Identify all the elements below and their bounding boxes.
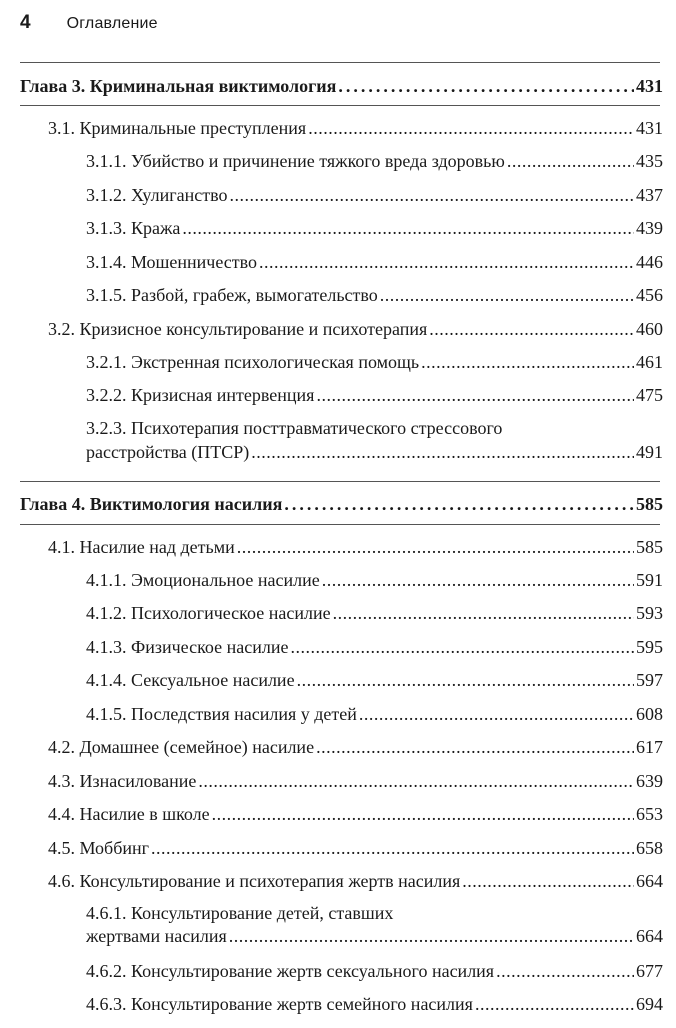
toc-subsection bbox=[0, 284, 676, 306]
toc-page: 664 bbox=[636, 926, 663, 946]
leader-dots bbox=[259, 251, 634, 273]
chapter-rule bbox=[20, 105, 660, 106]
page-header bbox=[20, 12, 158, 34]
leader-dots bbox=[316, 384, 634, 406]
toc-page: 435 bbox=[636, 151, 663, 171]
toc-title: 4.6.2. Консультирование жертв сексуального насилия bbox=[86, 961, 495, 981]
toc-page: 585 bbox=[636, 537, 663, 557]
toc-page: 460 bbox=[636, 319, 663, 339]
toc-subsection bbox=[0, 184, 676, 206]
toc-page: 658 bbox=[636, 838, 663, 858]
toc-subsection bbox=[0, 384, 676, 406]
toc-page: 653 bbox=[636, 804, 663, 824]
chapter-rule bbox=[20, 481, 660, 482]
toc-page: 608 bbox=[636, 704, 663, 724]
toc-title-line1: 3.2.3. Психотерапия посттравматического стрессового bbox=[86, 418, 503, 438]
toc-chapter bbox=[0, 493, 676, 515]
toc-subsection bbox=[0, 351, 676, 373]
toc-section bbox=[0, 536, 676, 558]
toc-title: Глава 4. Виктимология насилия bbox=[20, 494, 283, 514]
toc-title: 3.2.2. Кризисная интервенция bbox=[86, 385, 315, 405]
toc-title: 4.1. Насилие над детьми bbox=[48, 537, 235, 557]
leader-dots bbox=[429, 318, 634, 340]
leader-dots bbox=[198, 770, 634, 792]
leader-dots bbox=[237, 536, 634, 558]
leader-dots bbox=[229, 184, 634, 206]
toc-subsection bbox=[0, 960, 676, 982]
toc-page: 694 bbox=[636, 994, 663, 1014]
leader-dots bbox=[229, 925, 634, 947]
toc-title: 4.6.3. Консультирование жертв семейного насилия bbox=[86, 994, 473, 1014]
toc-page: 456 bbox=[636, 285, 663, 305]
toc-title: 4.1.5. Последствия насилия у детей bbox=[86, 704, 357, 724]
toc-section bbox=[0, 736, 676, 758]
toc-subsection bbox=[0, 993, 676, 1015]
toc-page: 475 bbox=[636, 385, 663, 405]
toc-page: 591 bbox=[636, 570, 663, 590]
toc-page: 677 bbox=[636, 961, 663, 981]
toc-subsection bbox=[0, 602, 676, 624]
leader-dots bbox=[212, 803, 634, 825]
toc-chapter bbox=[0, 75, 676, 97]
leader-dots bbox=[251, 441, 634, 463]
toc-page: 437 bbox=[636, 185, 663, 205]
leader-dots bbox=[496, 960, 634, 982]
toc-subsection bbox=[0, 636, 676, 658]
toc-title: 3.1. Криминальные преступления bbox=[48, 118, 307, 138]
toc-section bbox=[0, 870, 676, 892]
toc-section bbox=[0, 770, 676, 792]
toc-title-line1: 4.6.1. Консультирование детей, ставших bbox=[86, 903, 394, 923]
leader-dots bbox=[421, 351, 634, 373]
toc-title: 4.1.4. Сексуальное насилие bbox=[86, 670, 295, 690]
toc-subsection bbox=[0, 150, 676, 172]
leader-dots bbox=[284, 493, 634, 515]
leader-dots bbox=[182, 217, 634, 239]
toc-section bbox=[0, 803, 676, 825]
toc-title: Глава 3. Криминальная виктимология bbox=[20, 76, 337, 96]
leader-dots bbox=[297, 669, 634, 691]
leader-dots bbox=[380, 284, 634, 306]
leader-dots bbox=[462, 870, 634, 892]
toc-title: 4.1.3. Физическое насилие bbox=[86, 637, 289, 657]
toc-page: 585 bbox=[636, 494, 663, 514]
leader-dots bbox=[475, 993, 634, 1015]
toc-title: 3.2. Кризисное консультирование и психотерапия bbox=[48, 319, 428, 339]
leader-dots bbox=[333, 602, 634, 624]
toc-page: 491 bbox=[636, 442, 663, 462]
leader-dots bbox=[359, 703, 634, 725]
toc-section bbox=[0, 318, 676, 340]
leader-dots bbox=[322, 569, 634, 591]
leader-dots bbox=[338, 75, 634, 97]
toc-subsection bbox=[0, 703, 676, 725]
toc-page: 617 bbox=[636, 737, 663, 757]
toc-title: 3.1.5. Разбой, грабеж, вымогательство bbox=[86, 285, 378, 305]
leader-dots bbox=[507, 150, 634, 172]
toc-subsection bbox=[0, 669, 676, 691]
leader-dots bbox=[151, 837, 634, 859]
toc-subsection-two-line bbox=[0, 902, 676, 947]
toc-page: 431 bbox=[636, 76, 663, 96]
toc-title: 4.6. Консультирование и психотерапия жертв насилия bbox=[48, 871, 461, 891]
toc-subsection bbox=[0, 569, 676, 591]
toc-subsection bbox=[0, 251, 676, 273]
toc-title: 4.3. Изнасилование bbox=[48, 771, 197, 791]
toc-page: 431 bbox=[636, 118, 663, 138]
chapter-rule bbox=[20, 62, 660, 63]
leader-dots bbox=[290, 636, 634, 658]
toc-page: 461 bbox=[636, 352, 663, 372]
toc-title: расстройства (ПТСР) bbox=[86, 442, 250, 462]
toc-title: 4.1.2. Психологическое насилие bbox=[86, 603, 331, 623]
toc-page: 639 bbox=[636, 771, 663, 791]
toc-title: 4.2. Домашнее (семейное) насилие bbox=[48, 737, 315, 757]
toc-title: 3.1.3. Кража bbox=[86, 218, 181, 238]
toc-page: 597 bbox=[636, 670, 663, 690]
toc-page: 593 bbox=[636, 603, 663, 623]
toc-title: жертвами насилия bbox=[86, 926, 227, 946]
toc-title: 3.2.1. Экстренная психологическая помощь bbox=[86, 352, 420, 372]
toc-title: 3.1.2. Хулиганство bbox=[86, 185, 228, 205]
toc-page: 595 bbox=[636, 637, 663, 657]
toc-page: 446 bbox=[636, 252, 663, 272]
toc-title: 3.1.4. Мошенничество bbox=[86, 252, 258, 272]
toc-section bbox=[0, 117, 676, 139]
toc-title: 4.1.1. Эмоциональное насилие bbox=[86, 570, 320, 590]
page-number: 4 bbox=[20, 12, 31, 33]
toc-title: 4.4. Насилие в школе bbox=[48, 804, 210, 824]
toc-subsection bbox=[0, 217, 676, 239]
running-title: Оглавление bbox=[66, 15, 158, 32]
leader-dots bbox=[316, 736, 634, 758]
chapter-rule bbox=[20, 524, 660, 525]
toc-title: 3.1.1. Убийство и причинение тяжкого вреда здоровью bbox=[86, 151, 505, 171]
leader-dots bbox=[308, 117, 634, 139]
toc-page: 439 bbox=[636, 218, 663, 238]
toc-subsection-two-line bbox=[0, 417, 676, 463]
toc-title: 4.5. Моббинг bbox=[48, 838, 150, 858]
toc-page: 664 bbox=[636, 871, 663, 891]
toc-section bbox=[0, 837, 676, 859]
